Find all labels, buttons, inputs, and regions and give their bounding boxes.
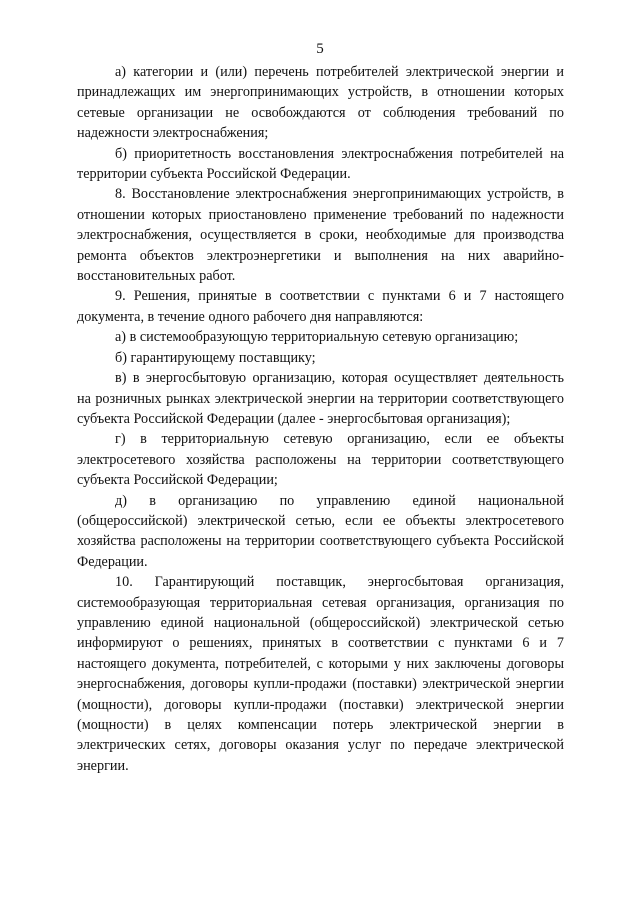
paragraph-b-priority: б) приоритетность восстановления электроснабжения потребителей на территории субъекта Российской Федерации. — [77, 145, 564, 183]
paragraph-9b-guaranteeing-supplier: б) гарантирующему поставщику; — [115, 349, 316, 366]
document-body — [77, 62, 564, 776]
paragraph-9d-national-grid-org: д) в организацию по управлению единой национальной (общероссийской) электрической сетью, если ее объекты электросетевого хозяйства расположены на территории соответствующего субъекта Российской Федерации. — [77, 492, 564, 570]
paragraph-a-categories: а) категории и (или) перечень потребителей электрической энергии и принадлежащих им энергопринимающих устройств, в отношении которых сетевые организации не освобождаются от соблюдения требований по надежности электроснабжения; — [77, 64, 564, 142]
paragraph-10-informing: 10. Гарантирующий поставщик, энергосбытовая организация, системообразующая территориальная сетевая организация, организация по управлению единой национальной (общероссийской) электрической сетью информируют о решениях, принятых в соответствии с пунктами 6 и 7 настоящего документа, потребителей, с которыми у них заключены договоры энергоснабжения, договоры купли-продажи (поставки) электрической энергии (мощности), договоры купли-продажи (поставки) электрической энергии (мощности) в целях компенсации потерь электрической энергии в электрических сетях, договоры оказания услуг по передаче электрической энергии. — [77, 574, 564, 774]
paragraph-9-decisions: 9. Решения, принятые в соответствии с пунктами 6 и 7 настоящего документа, в течение одного рабочего дня направляются: — [77, 288, 564, 325]
paragraph-9a-system-grid-org: а) в системообразующую территориальную сетевую организацию; — [115, 329, 519, 346]
paragraph-9g-territorial-grid-org: г) в территориальную сетевую организацию, если ее объекты электросетевого хозяйства расположены на территории соответствующего субъекта Российской Федерации; — [77, 431, 564, 489]
paragraph-9v-sales-org: в) в энергосбытовую организацию, которая осуществляет деятельность на розничных рынках электрической энергии на территории соответствующего субъекта Российской Федерации (далее - энергосбытовая организация); — [77, 370, 564, 427]
paragraph-8-restoration: 8. Восстановление электроснабжения энергопринимающих устройств, в отношении которых приостановлено применение требований по надежности электроснабжения, осуществляется в сроки, необходимые для производства ремонта объектов электроэнергетики и выполнения на них аварийно-восстановительных работ. — [77, 186, 564, 285]
page-number: 5 — [316, 41, 324, 57]
